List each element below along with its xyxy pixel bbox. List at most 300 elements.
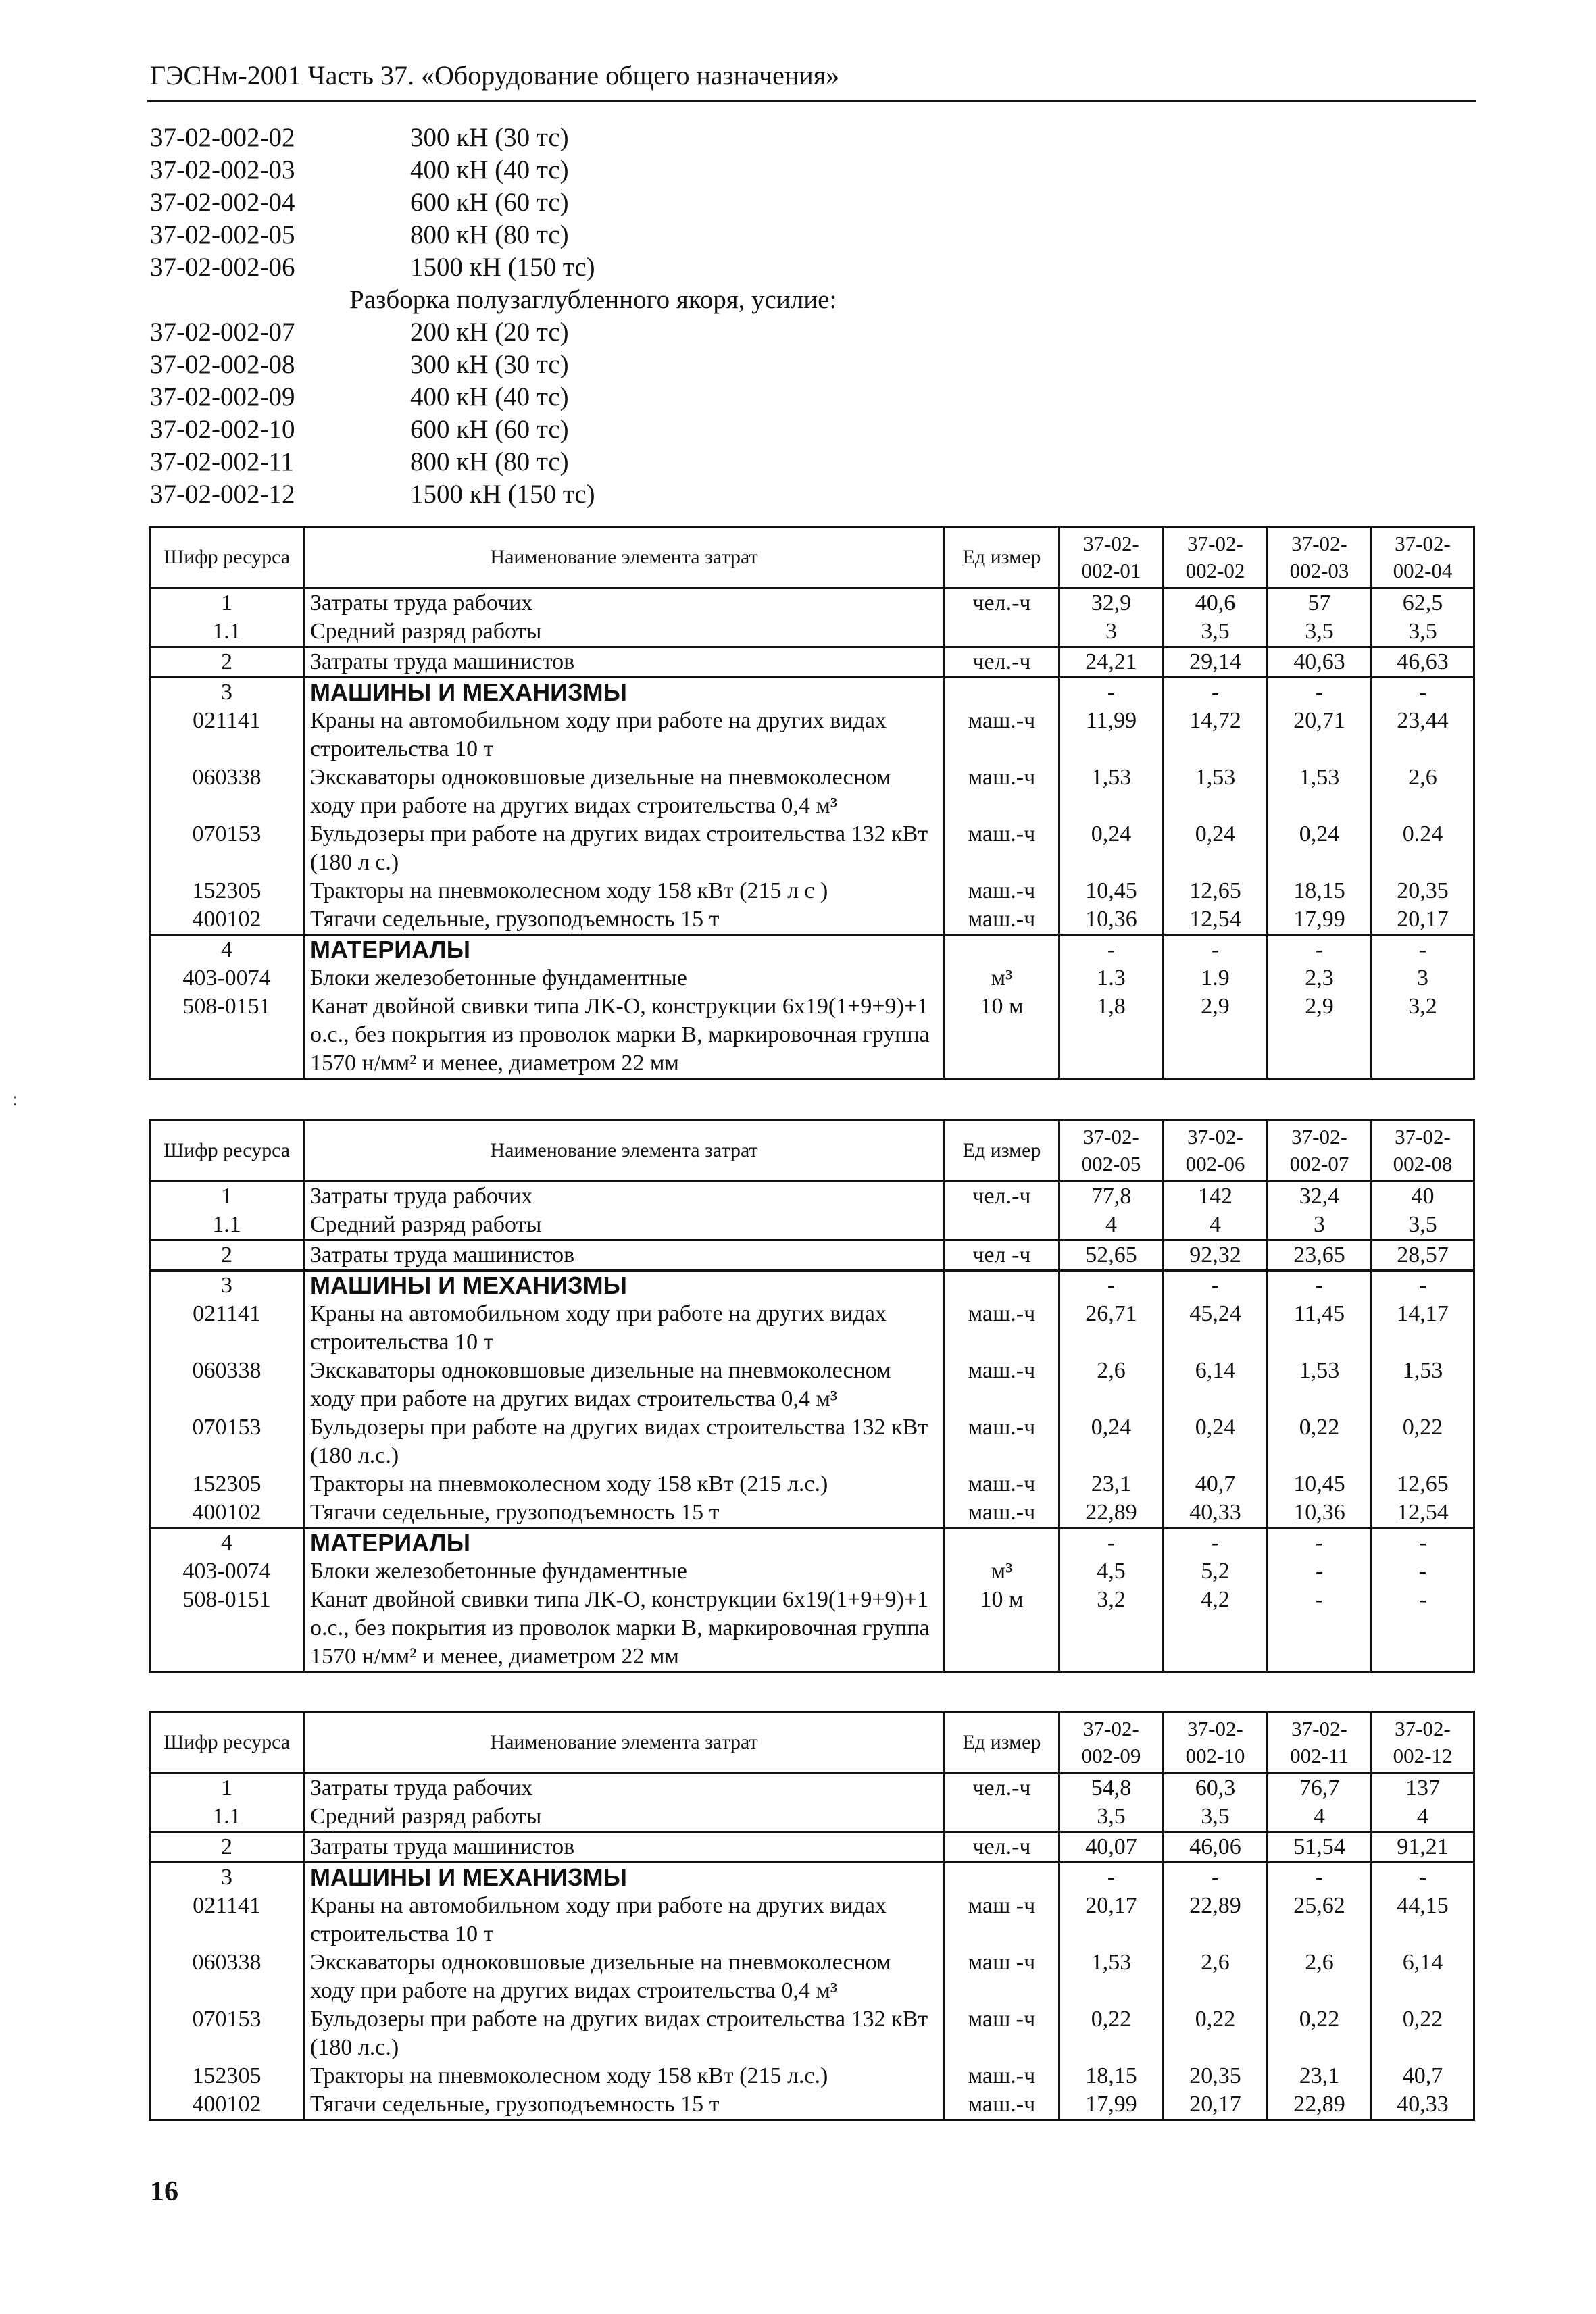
- resource-value-cell: 10,45: [1268, 1470, 1372, 1499]
- code-list-desc: 1500 кН (150 тс): [410, 253, 595, 282]
- resource-value-cell: 22,89: [1268, 2090, 1372, 2120]
- resource-value-cell: 0,22: [1268, 1413, 1372, 1470]
- resource-code-cell: 400102: [150, 905, 304, 935]
- resource-value-cell: 23,1: [1268, 2062, 1372, 2090]
- resource-value-cell: -: [1268, 1586, 1372, 1672]
- resource-value-cell: 18,15: [1268, 877, 1372, 905]
- header-column-code-line2: 002-12: [1393, 1744, 1453, 1767]
- resource-value-cell: 5,2: [1164, 1557, 1268, 1586]
- resource-value-cell: 76,7: [1268, 1774, 1372, 1803]
- resource-value-cell: 20,17: [1372, 905, 1474, 935]
- resource-value-cell: 46,63: [1372, 647, 1474, 678]
- code-list-desc: Разборка полузаглубленного якоря, усилие:: [349, 285, 837, 314]
- resource-value-cell: 92,32: [1164, 1240, 1268, 1271]
- resource-name-cell: Бульдозеры при работе на других видах строительства 132 кВт (180 л.с.): [304, 1413, 945, 1470]
- resource-unit-cell: маш.-ч: [945, 1357, 1059, 1413]
- resource-value-cell: -: [1372, 678, 1474, 707]
- resource-value-cell: 40,63: [1268, 647, 1372, 678]
- resource-value-cell: 44,15: [1372, 1892, 1474, 1948]
- header-column-code: [1372, 1712, 1474, 1774]
- header-column-code-line1: 37-02-: [1187, 532, 1243, 555]
- resource-unit-cell: чел.-ч: [945, 647, 1059, 678]
- code-list-item: [150, 122, 837, 154]
- resource-name-cell: Затраты труда рабочих: [304, 1182, 945, 1211]
- resource-unit-cell: м³: [945, 964, 1059, 992]
- table-row: [150, 905, 1474, 935]
- resource-value-cell: -: [1372, 1528, 1474, 1558]
- header-column-code: [1372, 1120, 1474, 1182]
- code-list-code: 37-02-002-10: [150, 415, 295, 444]
- resource-code-cell: 1.1: [150, 1803, 304, 1832]
- resource-name-cell: Канат двойной свивки типа ЛК-О, конструкции 6x19(1+9+9)+1 о.с., без покрытия из проволок марки В, маркировочная группа 1570 н/мм² и менее, диаметром 22 мм: [304, 1586, 945, 1672]
- resource-value-cell: -: [1268, 1557, 1372, 1586]
- header-name: Наименование элемента затрат: [304, 1712, 945, 1774]
- header-column-code-line1: 37-02-: [1083, 1125, 1139, 1149]
- resource-value-cell: 3: [1268, 1211, 1372, 1240]
- table-row: [150, 707, 1474, 763]
- table-row: [150, 1470, 1474, 1499]
- resource-value-cell: 25,62: [1268, 1892, 1372, 1948]
- resource-name-cell: Затраты труда рабочих: [304, 588, 945, 618]
- code-list-desc: 600 кН (60 тс): [410, 188, 569, 217]
- resource-value-cell: -: [1059, 1271, 1164, 1301]
- resource-value-cell: 40,33: [1372, 2090, 1474, 2120]
- resource-value-cell: 18,15: [1059, 2062, 1164, 2090]
- resource-name-cell: Затраты труда машинистов: [304, 647, 945, 678]
- header-column-code-line2: 002-06: [1185, 1152, 1245, 1176]
- resource-value-cell: 2,6: [1164, 1948, 1268, 2005]
- resource-value-cell: 40,6: [1164, 588, 1268, 618]
- resource-unit-cell: маш.-ч: [945, 905, 1059, 935]
- resource-code-cell: 400102: [150, 1499, 304, 1528]
- resource-value-cell: 4,2: [1164, 1586, 1268, 1672]
- resource-value-cell: 1,53: [1059, 1948, 1164, 2005]
- code-list-desc: 200 кН (20 тс): [410, 318, 569, 347]
- resource-value-cell: -: [1059, 1528, 1164, 1558]
- resource-name-cell: Бульдозеры при работе на других видах строительства 132 кВт (180 л с.): [304, 820, 945, 877]
- table-row: [150, 2005, 1474, 2062]
- resource-value-cell: 57: [1268, 588, 1372, 618]
- resource-name-cell: МАТЕРИАЛЫ: [304, 935, 945, 965]
- resource-name-cell: Средний разряд работы: [304, 618, 945, 647]
- resource-value-cell: 20,71: [1268, 707, 1372, 763]
- resource-value-cell: -: [1372, 1863, 1474, 1892]
- header-column-code: [1164, 1120, 1268, 1182]
- resource-code-cell: 3: [150, 1271, 304, 1301]
- resource-value-cell: 23,44: [1372, 707, 1474, 763]
- resource-value-cell: 1,53: [1268, 1357, 1372, 1413]
- header-column-code-line1: 37-02-: [1395, 1125, 1451, 1149]
- table-row: [150, 935, 1474, 965]
- resource-name-cell: Затраты труда рабочих: [304, 1774, 945, 1803]
- resource-value-cell: 10,45: [1059, 877, 1164, 905]
- resource-value-cell: 0,24: [1164, 820, 1268, 877]
- resource-name-cell: Средний разряд работы: [304, 1803, 945, 1832]
- resource-unit-cell: маш -ч: [945, 1892, 1059, 1948]
- resource-code-cell: 1: [150, 1774, 304, 1803]
- resource-unit-cell: [945, 618, 1059, 647]
- resource-unit-cell: маш.-ч: [945, 820, 1059, 877]
- resource-value-cell: 0.24: [1372, 820, 1474, 877]
- table-header-row: [150, 1120, 1474, 1182]
- resource-unit-cell: маш.-ч: [945, 2062, 1059, 2090]
- table-row: [150, 1211, 1474, 1240]
- resource-name-cell: Блоки железобетонные фундаментные: [304, 964, 945, 992]
- resource-value-cell: 0,24: [1059, 1413, 1164, 1470]
- code-list-desc: 800 кН (80 тс): [410, 220, 569, 249]
- code-list-desc: 400 кН (40 тс): [410, 382, 569, 411]
- resource-value-cell: 0,22: [1372, 1413, 1474, 1470]
- header-column-code-line1: 37-02-: [1083, 532, 1139, 555]
- resource-code-cell: 1: [150, 1182, 304, 1211]
- code-list-desc: 800 кН (80 тс): [410, 447, 569, 476]
- table-row: [150, 1586, 1474, 1672]
- resource-code-cell: 2: [150, 1832, 304, 1863]
- resource-value-cell: 4: [1059, 1211, 1164, 1240]
- resource-value-cell: 6,14: [1164, 1357, 1268, 1413]
- resource-unit-cell: 10 м: [945, 992, 1059, 1079]
- table-row: [150, 1948, 1474, 2005]
- resource-value-cell: 142: [1164, 1182, 1268, 1211]
- resource-unit-cell: [945, 1271, 1059, 1301]
- resource-code-cell: 1: [150, 588, 304, 618]
- resource-code-cell: 070153: [150, 1413, 304, 1470]
- code-list-item: [150, 349, 837, 381]
- resource-value-cell: 23,65: [1268, 1240, 1372, 1271]
- resource-value-cell: 3,5: [1372, 618, 1474, 647]
- resource-value-cell: 60,3: [1164, 1774, 1268, 1803]
- resource-name-cell: Тягачи седельные, грузоподъемность 15 т: [304, 905, 945, 935]
- resource-name-cell: Канат двойной свивки типа ЛК-О, конструкции 6x19(1+9+9)+1 о.с., без покрытия из проволок марки В, маркировочная группа 1570 н/мм² и менее, диаметром 22 мм: [304, 992, 945, 1079]
- table-row: [150, 1774, 1474, 1803]
- resource-unit-cell: маш.-ч: [945, 2090, 1059, 2120]
- resource-unit-cell: маш.-ч: [945, 1300, 1059, 1357]
- resource-code-cell: 508-0151: [150, 992, 304, 1079]
- resource-value-cell: 1,53: [1059, 763, 1164, 820]
- code-list-code: 37-02-002-08: [150, 350, 295, 379]
- table-row: [150, 964, 1474, 992]
- resource-unit-cell: маш.-ч: [945, 1470, 1059, 1499]
- resource-value-cell: 14,17: [1372, 1300, 1474, 1357]
- resource-code-cell: 060338: [150, 1948, 304, 2005]
- header-unit: Ед измер: [945, 1120, 1059, 1182]
- resource-name-cell: Тракторы на пневмоколесном ходу 158 кВт (215 л.с.): [304, 1470, 945, 1499]
- resource-value-cell: 45,24: [1164, 1300, 1268, 1357]
- resource-value-cell: -: [1164, 678, 1268, 707]
- resource-name-cell: Тракторы на пневмоколесном ходу 158 кВт (215 л.с.): [304, 2062, 945, 2090]
- code-list-code: 37-02-002-11: [150, 447, 295, 476]
- resource-value-cell: 62,5: [1372, 588, 1474, 618]
- code-list-desc: 300 кН (30 тс): [410, 123, 569, 152]
- resource-value-cell: 24,21: [1059, 647, 1164, 678]
- resource-code-cell: 1.1: [150, 1211, 304, 1240]
- resource-value-cell: -: [1268, 678, 1372, 707]
- header-column-code: [1268, 1120, 1372, 1182]
- resource-value-cell: 91,21: [1372, 1832, 1474, 1863]
- resource-value-cell: -: [1059, 1863, 1164, 1892]
- resource-name-cell: Тракторы на пневмоколесном ходу 158 кВт (215 л с ): [304, 877, 945, 905]
- resource-name-cell: Краны на автомобильном ходу при работе на других видах строительства 10 т: [304, 1892, 945, 1948]
- resource-value-cell: -: [1268, 1863, 1372, 1892]
- resource-code-cell: 403-0074: [150, 964, 304, 992]
- header-column-code: [1268, 1712, 1372, 1774]
- resource-name-cell: МАТЕРИАЛЫ: [304, 1528, 945, 1558]
- resource-value-cell: -: [1164, 1863, 1268, 1892]
- code-list-code: 37-02-002-09: [150, 382, 295, 411]
- resource-name-cell: Блоки железобетонные фундаментные: [304, 1557, 945, 1586]
- header-column-code: [1372, 527, 1474, 588]
- header-column-code-line2: 002-05: [1081, 1152, 1141, 1176]
- resource-unit-cell: маш.-ч: [945, 707, 1059, 763]
- table-row: [150, 1832, 1474, 1863]
- resource-value-cell: 1.9: [1164, 964, 1268, 992]
- resource-name-cell: МАШИНЫ И МЕХАНИЗМЫ: [304, 678, 945, 707]
- resource-value-cell: -: [1372, 1271, 1474, 1301]
- resource-value-cell: 12,54: [1372, 1499, 1474, 1528]
- header-column-code-line2: 002-04: [1393, 559, 1453, 582]
- resource-value-cell: 40,33: [1164, 1499, 1268, 1528]
- resource-value-cell: 4,5: [1059, 1557, 1164, 1586]
- code-list-code: 37-02-002-02: [150, 123, 295, 152]
- resource-value-cell: 1,53: [1268, 763, 1372, 820]
- resource-value-cell: 32,4: [1268, 1182, 1372, 1211]
- resource-unit-cell: маш.-ч: [945, 877, 1059, 905]
- resource-value-cell: 0,22: [1372, 2005, 1474, 2062]
- header-column-code-line2: 002-07: [1289, 1152, 1349, 1176]
- resource-code-cell: 070153: [150, 820, 304, 877]
- resource-value-cell: 11,99: [1059, 707, 1164, 763]
- header-name: Наименование элемента затрат: [304, 1120, 945, 1182]
- resource-value-cell: 23,1: [1059, 1470, 1164, 1499]
- resource-value-cell: 52,65: [1059, 1240, 1164, 1271]
- resource-value-cell: 20,35: [1372, 877, 1474, 905]
- code-list-code: 37-02-002-12: [150, 480, 295, 509]
- resource-value-cell: 26,71: [1059, 1300, 1164, 1357]
- resource-code-cell: 4: [150, 935, 304, 965]
- header-column-code-line1: 37-02-: [1291, 1125, 1347, 1149]
- resource-value-cell: 0,24: [1268, 820, 1372, 877]
- header-column-code: [1268, 527, 1372, 588]
- resource-code-cell: 2: [150, 647, 304, 678]
- resource-value-cell: -: [1164, 1271, 1268, 1301]
- resource-value-cell: 40,7: [1164, 1470, 1268, 1499]
- header-column-code: [1059, 527, 1164, 588]
- header-column-code-line2: 002-11: [1290, 1744, 1349, 1767]
- table-row: [150, 763, 1474, 820]
- table-row: [150, 2090, 1474, 2120]
- table-row: [150, 678, 1474, 707]
- resource-table-3: [149, 1711, 1475, 2121]
- code-list-code: 37-02-002-04: [150, 188, 295, 217]
- code-list-code: 37-02-002-05: [150, 220, 295, 249]
- resource-value-cell: 0,24: [1164, 1413, 1268, 1470]
- table-row: [150, 1803, 1474, 1832]
- header-column-code-line1: 37-02-: [1395, 1717, 1451, 1740]
- resource-value-cell: 40: [1372, 1182, 1474, 1211]
- resource-name-cell: Затраты труда машинистов: [304, 1240, 945, 1271]
- resource-value-cell: 6,14: [1372, 1948, 1474, 2005]
- resource-value-cell: 14,72: [1164, 707, 1268, 763]
- resource-name-cell: Тягачи седельные, грузоподъемность 15 т: [304, 2090, 945, 2120]
- resource-name-cell: Краны на автомобильном ходу при работе на других видах строительства 10 т: [304, 1300, 945, 1357]
- resource-value-cell: 4: [1164, 1211, 1268, 1240]
- resource-value-cell: 2,3: [1268, 964, 1372, 992]
- resource-value-cell: 54,8: [1059, 1774, 1164, 1803]
- code-list-item: [150, 446, 837, 478]
- resource-value-cell: 20,17: [1164, 2090, 1268, 2120]
- resource-unit-cell: чел.-ч: [945, 1182, 1059, 1211]
- table-row: [150, 1499, 1474, 1528]
- header-column-code-line1: 37-02-: [1083, 1717, 1139, 1740]
- header-column-code-line2: 002-03: [1289, 559, 1349, 582]
- resource-value-cell: -: [1164, 1528, 1268, 1558]
- table-row: [150, 1271, 1474, 1301]
- resource-value-cell: -: [1059, 935, 1164, 965]
- table-row: [150, 1300, 1474, 1357]
- code-list-desc: 1500 кН (150 тс): [410, 480, 595, 509]
- resource-code-cell: 403-0074: [150, 1557, 304, 1586]
- resource-value-cell: 29,14: [1164, 647, 1268, 678]
- resource-value-cell: 1,53: [1164, 763, 1268, 820]
- resource-unit-cell: чел -ч: [945, 1240, 1059, 1271]
- resource-unit-cell: чел.-ч: [945, 1832, 1059, 1863]
- resource-value-cell: 137: [1372, 1774, 1474, 1803]
- resource-value-cell: 12,65: [1164, 877, 1268, 905]
- resource-code-cell: 021141: [150, 1892, 304, 1948]
- resource-code-cell: 152305: [150, 1470, 304, 1499]
- header-column-code-line2: 002-09: [1081, 1744, 1141, 1767]
- resource-table-2: [149, 1119, 1475, 1673]
- resource-name-cell: Бульдозеры при работе на других видах строительства 132 кВт (180 л.с.): [304, 2005, 945, 2062]
- resource-value-cell: -: [1268, 935, 1372, 965]
- page-header-title: ГЭСНм-2001 Часть 37. «Оборудование общего назначения»: [150, 60, 840, 91]
- table-row: [150, 1863, 1474, 1892]
- table-row: [150, 588, 1474, 618]
- resource-value-cell: 28,57: [1372, 1240, 1474, 1271]
- resource-code-cell: 1.1: [150, 618, 304, 647]
- header-rule: [147, 100, 1476, 102]
- resource-unit-cell: маш.-ч: [945, 1499, 1059, 1528]
- resource-value-cell: 17,99: [1268, 905, 1372, 935]
- code-list-item: [150, 381, 837, 413]
- resource-value-cell: 40,7: [1372, 2062, 1474, 2090]
- resource-value-cell: 12,54: [1164, 905, 1268, 935]
- resource-code-cell: 508-0151: [150, 1586, 304, 1672]
- resource-unit-cell: маш -ч: [945, 2005, 1059, 2062]
- table-row: [150, 2062, 1474, 2090]
- resource-value-cell: 46,06: [1164, 1832, 1268, 1863]
- header-code: Шифр ресурса: [150, 1120, 304, 1182]
- resource-unit-cell: маш -ч: [945, 1948, 1059, 2005]
- resource-value-cell: 3,2: [1372, 992, 1474, 1079]
- margin-marks: :: [12, 1088, 18, 1110]
- resource-value-cell: 17,99: [1059, 2090, 1164, 2120]
- resource-name-cell: Затраты труда машинистов: [304, 1832, 945, 1863]
- table-row: [150, 1182, 1474, 1211]
- code-list-item: [150, 316, 837, 349]
- header-column-code-line1: 37-02-: [1291, 532, 1347, 555]
- resource-value-cell: 20,35: [1164, 2062, 1268, 2090]
- resource-code-cell: 152305: [150, 2062, 304, 2090]
- resource-value-cell: 3,5: [1372, 1211, 1474, 1240]
- code-list-item: [150, 219, 837, 251]
- code-list-item: [150, 413, 837, 446]
- resource-value-cell: 3,5: [1268, 618, 1372, 647]
- resource-value-cell: -: [1164, 935, 1268, 965]
- resource-value-cell: 3,5: [1164, 1803, 1268, 1832]
- resource-value-cell: -: [1268, 1271, 1372, 1301]
- table-row: [150, 1357, 1474, 1413]
- code-list-code: 37-02-002-03: [150, 155, 295, 184]
- resource-code-cell: 060338: [150, 763, 304, 820]
- code-list-item: [150, 154, 837, 186]
- header-column-code: [1164, 1712, 1268, 1774]
- resource-value-cell: 0,22: [1164, 2005, 1268, 2062]
- header-column-code-line1: 37-02-: [1187, 1717, 1243, 1740]
- resource-table-1: [149, 526, 1475, 1080]
- resource-unit-cell: маш.-ч: [945, 763, 1059, 820]
- header-code: Шифр ресурса: [150, 1712, 304, 1774]
- resource-value-cell: -: [1268, 1528, 1372, 1558]
- resource-unit-cell: [945, 1528, 1059, 1558]
- code-list-item: [150, 251, 837, 284]
- header-column-code: [1164, 527, 1268, 588]
- resource-code-cell: 021141: [150, 1300, 304, 1357]
- table-row: [150, 820, 1474, 877]
- resource-value-cell: 20,17: [1059, 1892, 1164, 1948]
- code-list-desc: 600 кН (60 тс): [410, 415, 569, 444]
- resource-value-cell: 1,53: [1372, 1357, 1474, 1413]
- resource-name-cell: Тягачи седельные, грузоподъемность 15 т: [304, 1499, 945, 1528]
- resource-value-cell: 51,54: [1268, 1832, 1372, 1863]
- table-row: [150, 1528, 1474, 1558]
- code-list-item: [150, 478, 837, 511]
- resource-value-cell: 4: [1268, 1803, 1372, 1832]
- header-column-code-line2: 002-02: [1185, 559, 1245, 582]
- page-number: 16: [150, 2176, 178, 2207]
- table-row: [150, 877, 1474, 905]
- resource-unit-cell: чел.-ч: [945, 1774, 1059, 1803]
- resource-value-cell: 10,36: [1059, 905, 1164, 935]
- table-row: [150, 618, 1474, 647]
- header-column-code-line2: 002-01: [1081, 559, 1141, 582]
- resource-unit-cell: [945, 1211, 1059, 1240]
- code-list-code: 37-02-002-07: [150, 318, 295, 347]
- resource-name-cell: Краны на автомобильном ходу при работе на других видах строительства 10 т: [304, 707, 945, 763]
- table-row: [150, 647, 1474, 678]
- table-header-row: [150, 1712, 1474, 1774]
- code-list-desc: 400 кН (40 тс): [410, 155, 569, 184]
- resource-unit-cell: чел.-ч: [945, 588, 1059, 618]
- table-row: [150, 1240, 1474, 1271]
- resource-value-cell: 1,8: [1059, 992, 1164, 1079]
- header-column-code-line2: 002-10: [1185, 1744, 1245, 1767]
- resource-value-cell: 77,8: [1059, 1182, 1164, 1211]
- header-unit: Ед измер: [945, 1712, 1059, 1774]
- resource-code-cell: 400102: [150, 2090, 304, 2120]
- resource-code-cell: 3: [150, 1863, 304, 1892]
- resource-value-cell: 22,89: [1059, 1499, 1164, 1528]
- resource-value-cell: 2,6: [1268, 1948, 1372, 2005]
- resource-unit-cell: 10 м: [945, 1586, 1059, 1672]
- code-list-item: [150, 186, 837, 219]
- resource-unit-cell: м³: [945, 1557, 1059, 1586]
- resource-value-cell: -: [1372, 1557, 1474, 1586]
- code-list-item: [150, 284, 837, 316]
- resource-name-cell: Экскаваторы одноковшовые дизельные на пневмоколесном ходу при работе на других видах строительства 0,4 м³: [304, 763, 945, 820]
- header-name: Наименование элемента затрат: [304, 527, 945, 588]
- resource-value-cell: 2,9: [1268, 992, 1372, 1079]
